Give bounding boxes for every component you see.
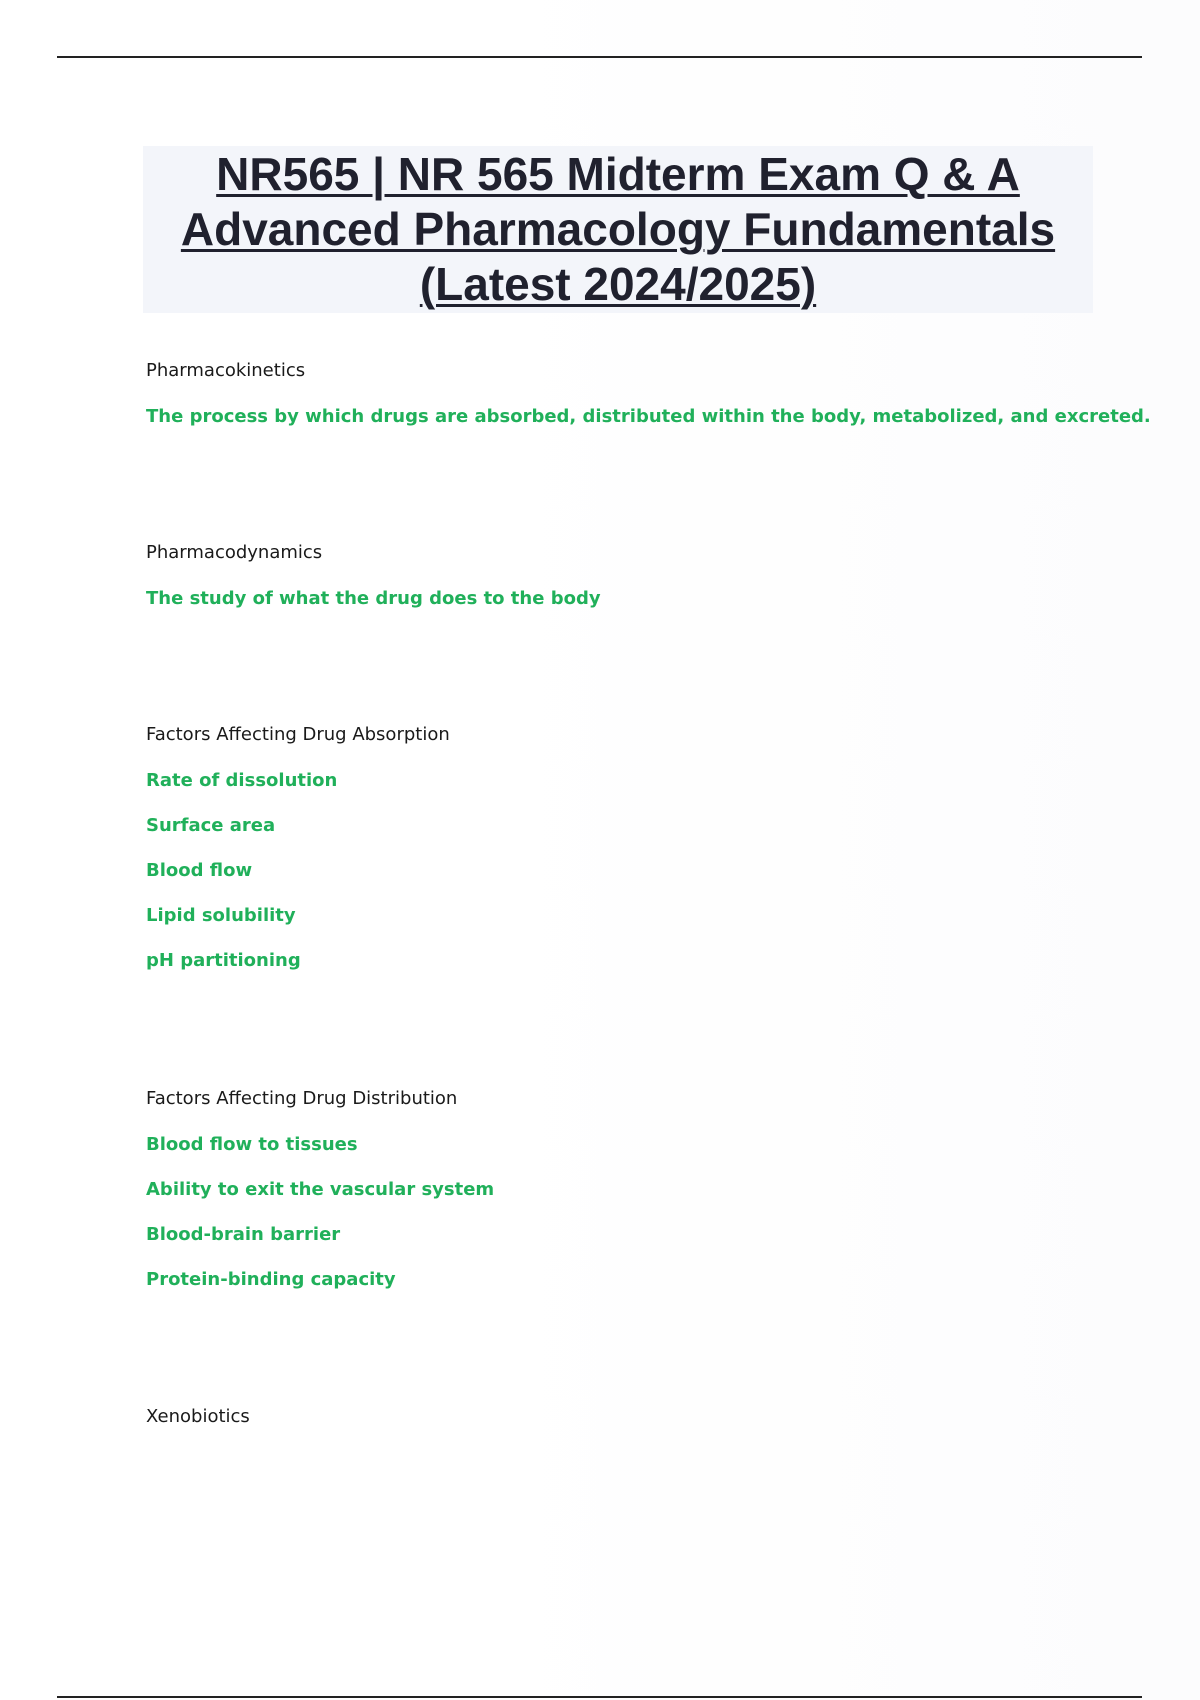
answer-item: Blood-brain barrier <box>146 1224 341 1245</box>
qa-section-xenobiotics <box>146 1404 250 1430</box>
answer-list <box>146 768 450 974</box>
answer-item: Surface area <box>146 815 276 836</box>
header-rule <box>57 56 1142 58</box>
answer-item: Lipid solubility <box>146 905 296 926</box>
document-title-block <box>143 146 1093 313</box>
answer-item: Rate of dissolution <box>146 770 338 791</box>
answer-item: Blood flow <box>146 860 253 881</box>
answer-item: Protein-binding capacity <box>146 1269 396 1290</box>
answer-list <box>146 586 601 612</box>
term-label: Xenobiotics <box>146 1406 250 1427</box>
term-label: Pharmacodynamics <box>146 542 323 563</box>
document-title-line-1: NR565 | NR 565 Midterm Exam Q & A <box>216 148 1020 200</box>
qa-section-drug-absorption <box>146 722 450 974</box>
qa-section-drug-distribution <box>146 1086 494 1293</box>
qa-section-pharmacodynamics <box>146 540 601 612</box>
term-label: Factors Affecting Drug Distribution <box>146 1088 458 1109</box>
answer-item: pH partitioning <box>146 950 301 971</box>
term-label: Factors Affecting Drug Absorption <box>146 724 450 745</box>
answer-item: Ability to exit the vascular system <box>146 1179 495 1200</box>
document-title-line-3: (Latest 2024/2025) <box>419 258 817 310</box>
answer-list <box>146 404 1151 430</box>
term-label: Pharmacokinetics <box>146 360 306 381</box>
footer-rule <box>57 1696 1142 1698</box>
answer-item: Blood flow to tissues <box>146 1134 358 1155</box>
answer-text: The study of what the drug does to the body <box>146 588 601 609</box>
answer-text: The process by which drugs are absorbed, distributed within the body, metabolized, and excreted. <box>146 406 1151 427</box>
qa-section-pharmacokinetics <box>146 358 1151 430</box>
document-title-line-2: Advanced Pharmacology Fundamentals <box>180 203 1056 255</box>
answer-list <box>146 1132 494 1293</box>
